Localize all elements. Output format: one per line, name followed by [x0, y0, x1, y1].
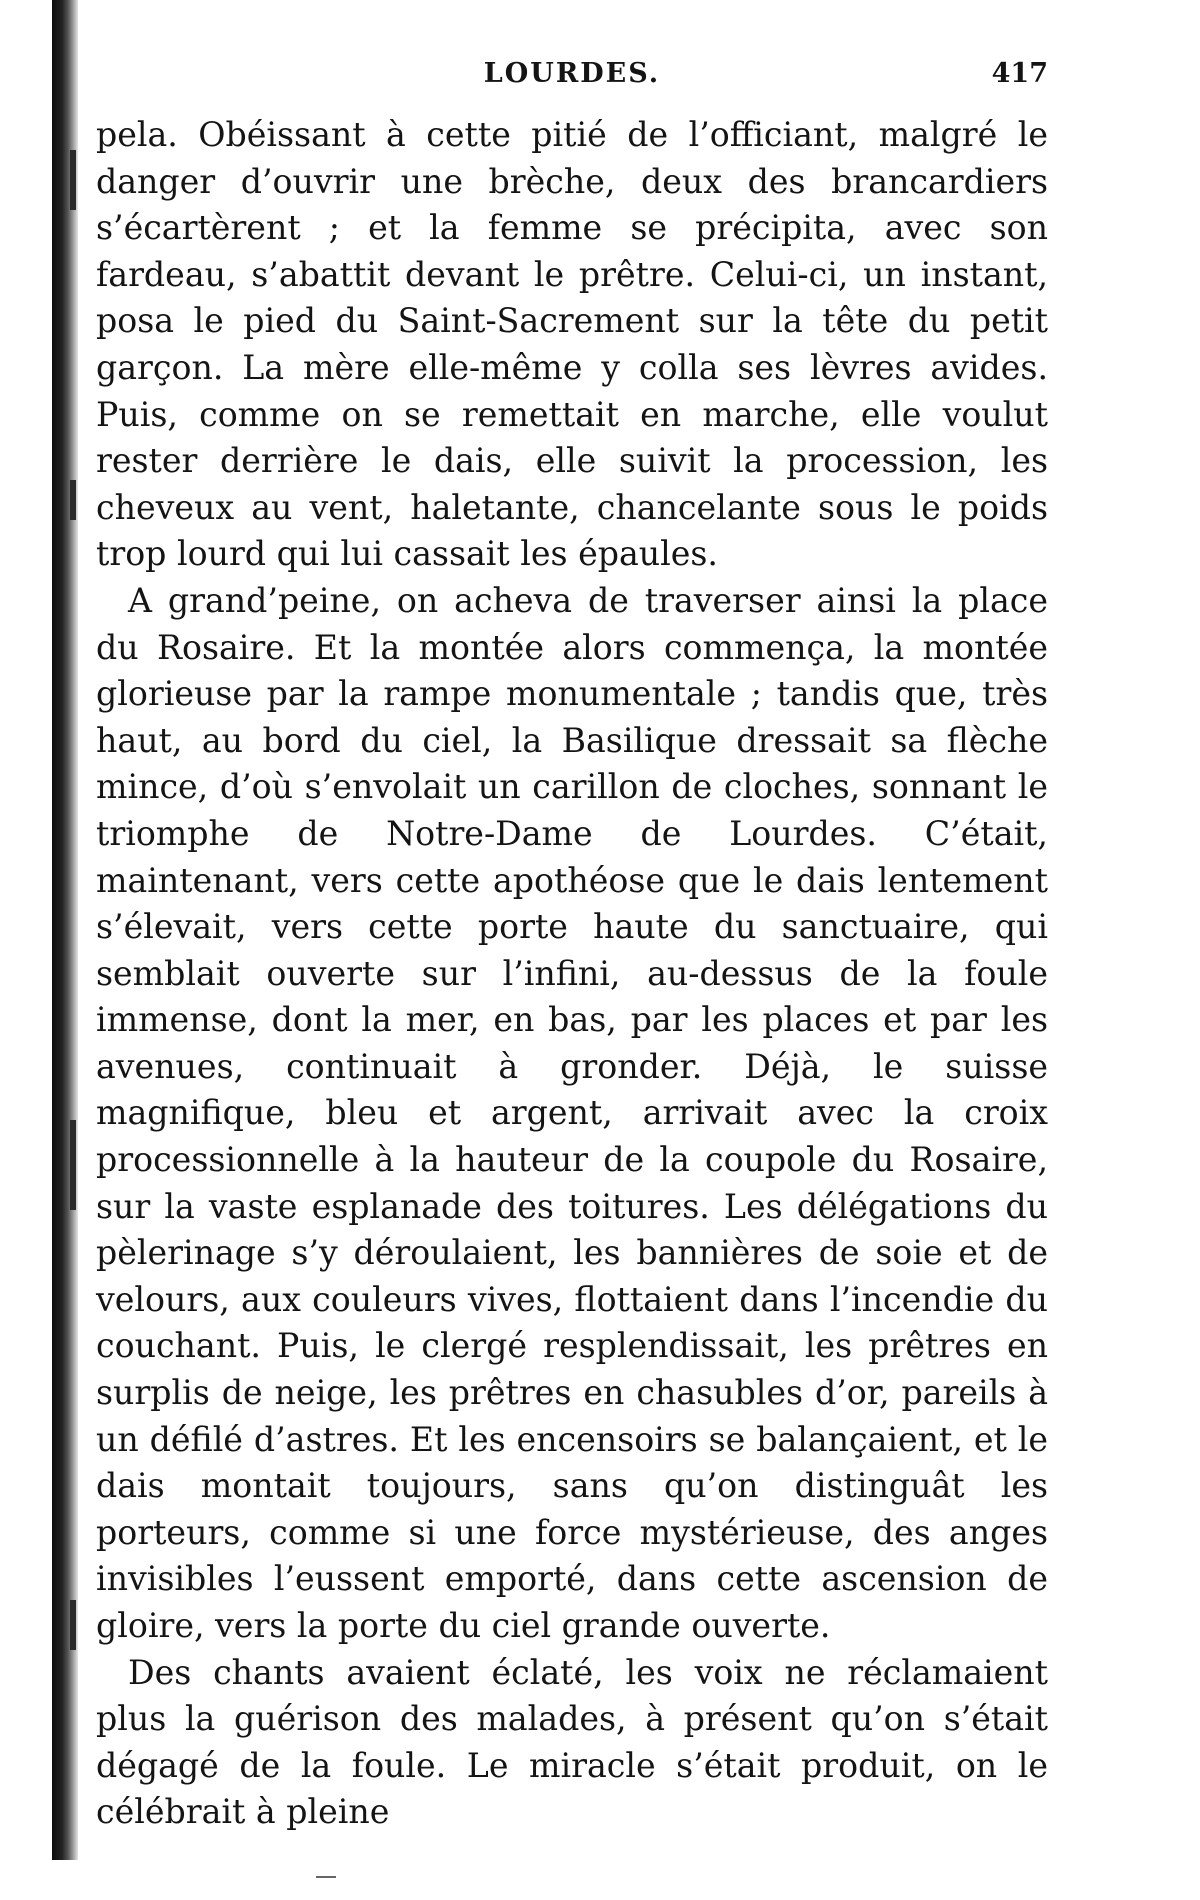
body-text [96, 112, 1048, 1836]
binding-shadow-mark [70, 1600, 76, 1650]
paragraph: A grand’peine, on acheva de traverser ainsi la place du Rosaire. Et la montée alors commença, la montée glorieuse par la rampe monumentale ; tandis que, très haut, au bord du ciel, la Basilique dressait sa flèche mince, d’où s’envolait un carillon de cloches, sonnant le triomphe de Notre-Dame de Lourdes. C’était, maintenant, vers cette apothéose que le dais lentement s’élevait, vers cette porte haute du sanctuaire, qui semblait ouverte sur l’infini, au-dessus de la foule immense, dont la mer, en bas, par les places et par les avenues, continuait à gronder. Déjà, le suisse magnifique, bleu et argent, arrivait avec la croix processionnelle à la hauteur de la coupole du Rosaire, sur la vaste esplanade des toitures. Les délégations du pèlerinage s’y déroulaient, les bannières de soie et de velours, aux couleurs vives, flottaient dans l’incendie du couchant. Puis, le clergé resplendissait, les prêtres en surplis de neige, les prêtres en chasubles d’or, pareils à un défilé d’astres. Et les encensoirs se balançaient, et le dais montait toujours, sans qu’on distinguât les porteurs, comme si une force mystérieuse, des anges invisibles l’eussent emporté, dans cette ascension de gloire, vers la porte du ciel grande ouverte. [96, 580, 1048, 1645]
paragraph: Des chants avaient éclaté, les voix ne réclamaient plus la guérison des malades, à présent qu’on s’était dégagé de la foule. Le miracle s’était produit, on le célébrait à pleine [96, 1652, 1048, 1832]
page-binding-edge [52, 0, 78, 1860]
binding-shadow-mark [70, 480, 76, 520]
binding-shadow-mark [70, 150, 76, 210]
page-number: 417 [991, 58, 1048, 89]
page-header [96, 58, 1048, 100]
binding-shadow-mark [70, 1120, 76, 1210]
running-title: LOURDES. [483, 58, 661, 89]
paragraph-continued: pela. Obéissant à cette pitié de l’officiant, malgré le danger d’ouvrir une brèche, deux des brancardiers s’écartèrent ; et la femme se précipita, avec son fardeau, s’abattit devant le prêtre. Celui-ci, un instant, posa le pied du Saint-Sacrement sur la tête du petit garçon. La mère elle-même y colla ses lèvres avides. Puis, comme on se remettait en marche, elle voulut rester derrière le dais, elle suivit la procession, les cheveux au vent, haletante, chancelante sous le poids trop lourd qui lui cassait les épaules. [96, 115, 1048, 574]
stray-ink-mark [316, 1876, 336, 1878]
